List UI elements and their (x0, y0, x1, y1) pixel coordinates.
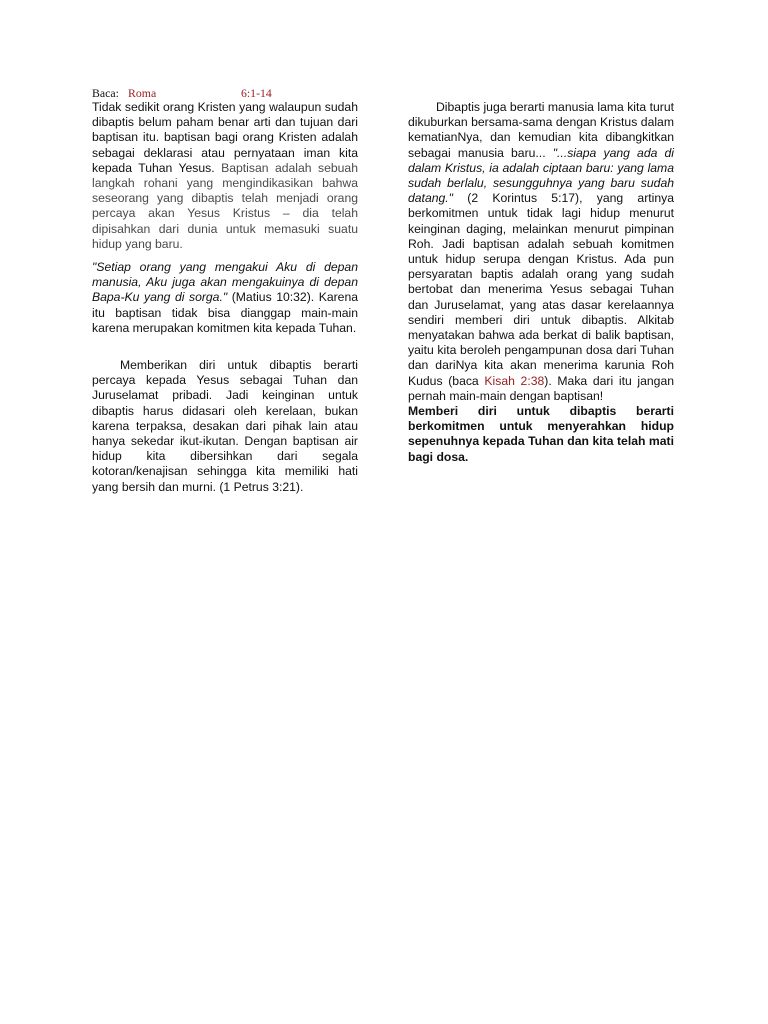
new-life-rest: (2 Korintus 5:17), yang artinya berkomitmen untuk tidak lagi hidup menurut keinginan daging, melainkan menurut pimpinan Roh. Jadi baptisan adalah sebuah komitmen untuk hidup serupa dengan Kristus. Ada pun persyaratan baptis adalah orang yang sudah bertobat dan menerima Yesus sebagai Tuhan dan Juruselamat, yang atas dasar kerelaannya sendiri memberi diri untuk dibaptis. Alkitab menyatakan bahwa ada berkat di balik baptisan, yaitu kita beroleh pengampunan dosa dari Tuhan dan dariNya kita akan menerima karunia Roh Kudus (baca (408, 191, 674, 388)
reading-label: Baca: (92, 86, 119, 100)
commitment-text: Memberikan diri untuk dibaptis berarti percaya kepada Yesus sebagai Tuhan dan Juruselamat pribadi. Jadi keinginan untuk dibaptis harus didasari oleh kerelaan, bukan karena terpaksa, desakan dari pihak lain atau hanya sekedar ikut-ikutan. Dengan baptisan air hidup kita dibersihkan dari segala kotoran/kenajisan sehingga kita memiliki hati yang bersih dan murni. (1 Petrus 3:21). (92, 358, 358, 494)
matthew-quote: "Setiap orang yang mengakui Aku di depan manusia, Aku juga akan mengakuinya di depan Bapa-Ku yang di sorga." (92, 260, 358, 305)
reading-verse-link[interactable]: 6:1-14 (241, 86, 272, 100)
reading-reference (92, 87, 358, 100)
new-life-text: Dibaptis juga berarti manusia lama kita turut dikuburkan bersama-sama dengan Kristus dalam kematianNya, dan kemudian kita dibangkitkan sebagai manusia baru... (408, 100, 674, 160)
right-column (408, 100, 674, 465)
new-life-end: ). Maka dari itu jangan pernah main-main dengan baptisan! (408, 373, 674, 403)
intro-text: Tidak sedikit orang Kristen yang walaupun sudah dibaptis belum paham benar arti dan tujuan dari baptisan itu. baptisan bagi orang Kristen adalah sebagai deklarasi atau pernyataan iman kita kepada Tuhan Yesus. (92, 100, 358, 175)
baptism-definition-text: Baptisan adalah sebuah langkah rohani yang mengindikasikan bahwa seseorang yang dibaptis telah menjadi orang percaya akan Yesus Kristus – dia telah dipisahkan dari dunia untuk memasuki suatu hidup yang baru. (92, 160, 358, 251)
reading-book-link[interactable]: Roma (128, 86, 157, 100)
intro-paragraph (92, 100, 358, 252)
new-life-paragraph (408, 100, 674, 404)
corinthians-quote: "...siapa yang ada di dalam Kristus, ia adalah ciptaan baru: yang lama sudah berlalu, sesungguhnya yang baru sudah datang." (408, 145, 674, 206)
matthew-quote-paragraph (92, 260, 358, 336)
acts-reference-link[interactable]: Kisah 2:38 (484, 373, 545, 388)
commitment-paragraph (92, 358, 358, 495)
conclusion-paragraph: Memberi diri untuk dibaptis berarti berkomitmen untuk menyerahkan hidup sepenuhnya kepada Tuhan dan kita telah mati bagi dosa. (408, 404, 674, 464)
left-column (92, 87, 358, 495)
matthew-quote-rest: (Matius 10:32). Karena itu baptisan tidak bisa dianggap main-main karena merupakan komitmen kita kepada Tuhan. (92, 290, 358, 335)
